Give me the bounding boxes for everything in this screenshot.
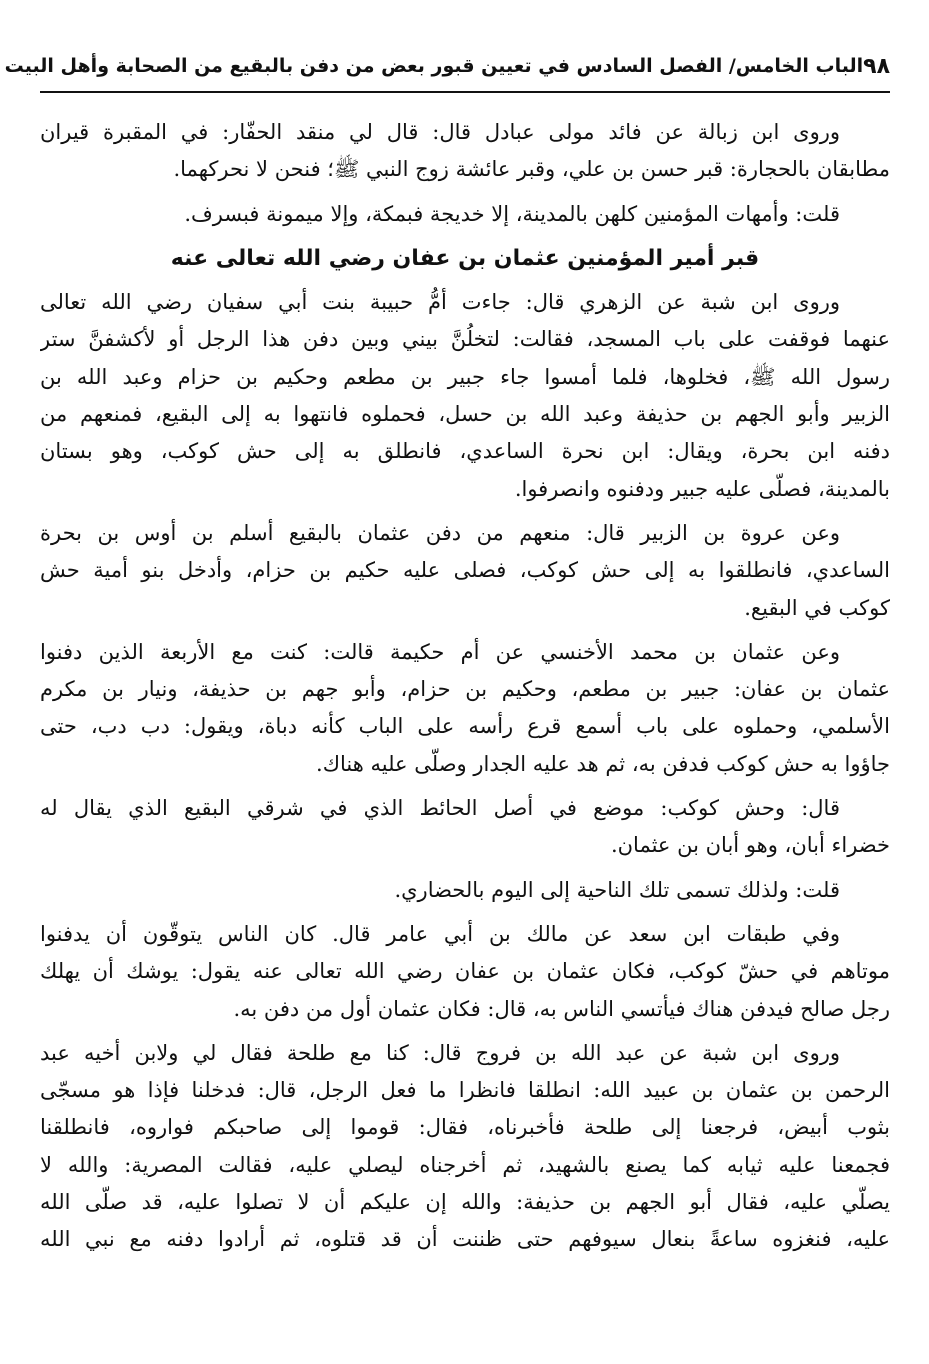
text-line: وروى ابن شبة عن عبد الله بن فروج قال: كنا مع طلحة فقال لي ولابن أخيه عبد <box>40 1040 840 1065</box>
text-line: مطابقان بالحجارة: قبر حسن بن علي، وقبر عائشة زوج النبي ﷺ؛ فنحن لا نحركهما. <box>173 157 890 182</box>
text-line: قال: وحش كوكب: موضع في أصل الحائط الذي في شرقي البقيع الذي يقال له <box>40 796 840 821</box>
text-line: قلت: وأمهات المؤمنين كلهن بالمدينة، إلا خديجة فبمكة، وإلا ميمونة فبسرف. <box>184 201 840 226</box>
text-line: وعن عروة بن الزبير قال: منعهم من دفن عثمان بالبقيع أسلم بن أوس بن بحرة <box>40 520 840 545</box>
text-line: كوكب في البقيع. <box>744 595 890 620</box>
text-line: قلت: ولذلك تسمى تلك الناحية إلى اليوم بالحضاري. <box>394 877 840 902</box>
text-line: خضراء أبان، وهو أبان بن عثمان. <box>610 833 890 858</box>
paragraph-gap <box>40 1028 890 1035</box>
text-line: بالمدينة، فصلّى عليه جبير ودفنوه وانصرفوا. <box>514 476 890 501</box>
text-line: يصلّي عليه، فقال أبو الجهم بن حذيفة: والله إن عليكم أن لا تصلوا عليه، قد صلّى الله <box>40 1190 890 1215</box>
section-heading: قبر أمير المؤمنين عثمان بن عفان رضي الله تعالى عنه <box>170 245 760 271</box>
text-line: الرحمن بن عثمان بن عبيد الله: انطلقا فانظرا ما فعل الرجل، قال: فدخلنا فإذا هو مسجّى <box>40 1078 890 1103</box>
text-line: دفنه ابن بحرة، ويقال: ابن نحرة الساعدي، فانطلق به إلى حش كوكب، وهو بستان <box>40 439 890 464</box>
text-line: عليه، فنغزوه ساعةً بنعال سيوفهم حتى ظننت أن قد قتلوه، ثم أرادوا دفنه مع نبي الله <box>40 1227 890 1252</box>
text-line: موتاهم في حشّ كوكب، فكان عثمان بن عفان رضي الله تعالى عنه يقول: يوشك أن يهلك <box>40 959 890 984</box>
text-line: بثوب أبيض، فرجعنا إلى طلحة فأخبرناه، فقال: قوموا إلى صاحبكم فواروه، فانطلقنا <box>40 1115 890 1140</box>
paragraph-gap <box>40 508 890 515</box>
text-line: الزبير وأبو الجهم بن حذيفة وعبد الله بن حسل، فحملوه فانتهوا به إلى البقيع، فمنعهم من <box>40 402 890 427</box>
paragraph-gap <box>40 627 890 634</box>
page-body <box>40 114 890 1259</box>
text-line: رسول الله ﷺ، فخلوها، فلما أمسوا جاء جبير بن مطعم وحكيم بن حزام وعبد الله بن <box>40 364 890 389</box>
text-line: وروى ابن شبة عن الزهري قال: جاءت أمُّ حبيبة بنت أبي سفيان رضي الله تعالى <box>40 290 840 315</box>
text-line: وروى ابن زبالة عن فائد مولى عبادل قال: قال لي منقد الحفّار: في المقبرة قيران <box>40 120 840 144</box>
text-line: رجل صالح فيدفن هناك فيأتسي الناس به، قال: فكان عثمان أول من دفن به. <box>233 996 890 1021</box>
running-header <box>4 44 890 88</box>
paragraph-gap <box>40 189 890 196</box>
text-line: وفي طبقات ابن سعد عن مالك بن أبي عامر قال. كان الناس يتوقّون أن يدفنوا <box>40 921 840 946</box>
text-line: جاؤوا به حش كوكب فدفن به، ثم هد عليه الجدار وصلّى عليه هناك. <box>316 751 890 776</box>
paragraph-gap <box>40 909 890 916</box>
header-rule <box>40 91 890 93</box>
paragraph-gap <box>40 783 890 790</box>
page-number: ٩٨ <box>863 53 890 79</box>
paragraph-gap <box>40 233 890 240</box>
text-line: عنهما فوقفت على باب المسجد، فقالت: لتخلُنَّ بيني وبين دفن هذا الرجل أو لأكشفنَّ ستر <box>40 327 890 352</box>
text-line: الأسلمي، وحملوه على باب أسمع قرع رأسه على الباب كأنه دباة، ويقول: دب دب، حتى <box>40 714 890 739</box>
text-line: الساعدي، فانطلقوا به إلى حش كوكب، فصلى عليه حكيم بن حزام، وأدخل بنو أمية حش <box>40 558 890 583</box>
text-line: فجمعنا عليه ثيابه كما يصنع بالشهيد، ثم أخرجناه ليصلي عليه، فقالت المصرية: والله لا <box>40 1152 890 1177</box>
text-line: عثمان بن عفان: جبير بن مطعم، وحكيم بن حزام، وأبو جهم بن حذيفة، ونيار بن مكرم <box>40 677 890 702</box>
text-line: وعن عثمان بن محمد الأخنسي عن أم حكيمة قالت: كنت مع الأربعة الذين دفنوا <box>40 639 840 664</box>
paragraph-gap <box>40 865 890 872</box>
running-header-title: الباب الخامس/ الفصل السادس في تعيين قبور بعض من دفن بالبقيع من الصحابة وأهل البيت <box>4 55 864 77</box>
paragraph-gap <box>40 277 890 284</box>
